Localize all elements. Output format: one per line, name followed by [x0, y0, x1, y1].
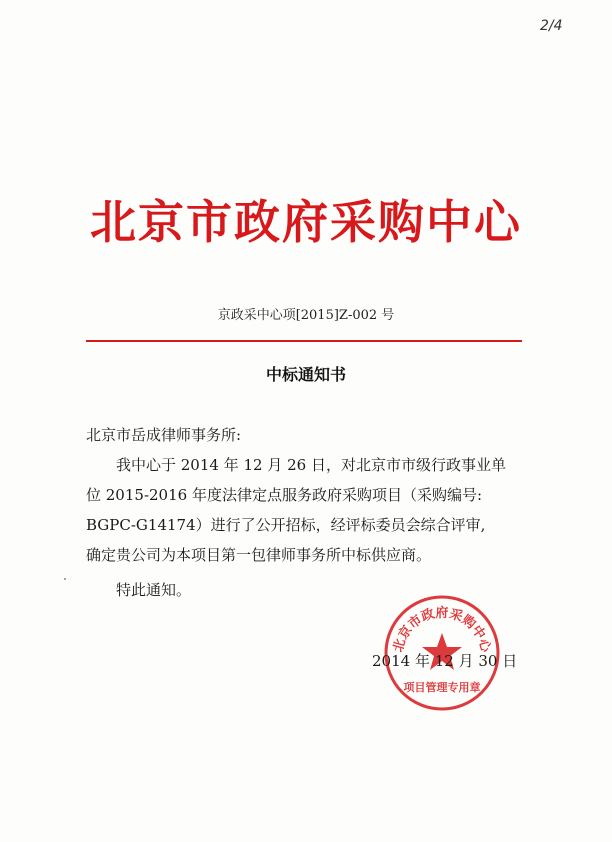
- document-number: 京政采中心项[2015]Z-002 号: [217, 308, 395, 323]
- red-divider-line: [86, 340, 522, 342]
- body-paragraph: [86, 450, 526, 570]
- paragraph-line-1: 我中心于 2014 年 12 月 26 日，对北京市市级行政事业单: [116, 456, 506, 474]
- paragraph-line-4: 确定贵公司为本项目第一包律师事务所中标供应商。: [86, 546, 432, 564]
- scan-speck: [64, 578, 66, 580]
- document-title: 中标通知书: [265, 365, 346, 384]
- paragraph-line-3: BGPC-G14174）进行了公开招标，经评标委员会综合评审,: [86, 516, 486, 534]
- recipient-line: 北京市岳成律师事务所:: [86, 426, 242, 444]
- issue-date: 2014 年 12 月 30 日: [372, 652, 518, 670]
- seal-bottom-text: 项目管理专用章: [403, 681, 481, 694]
- seal-top-text: 北京市政府采购中心: [391, 606, 493, 654]
- page-number-mark: 2/4: [540, 18, 563, 34]
- letterhead-title: 北京市政府采购中心: [90, 195, 522, 249]
- closing-line: 特此通知。: [116, 581, 192, 599]
- paragraph-line-2: 位 2015-2016 年度法律定点服务政府采购项目（采购编号:: [86, 486, 483, 504]
